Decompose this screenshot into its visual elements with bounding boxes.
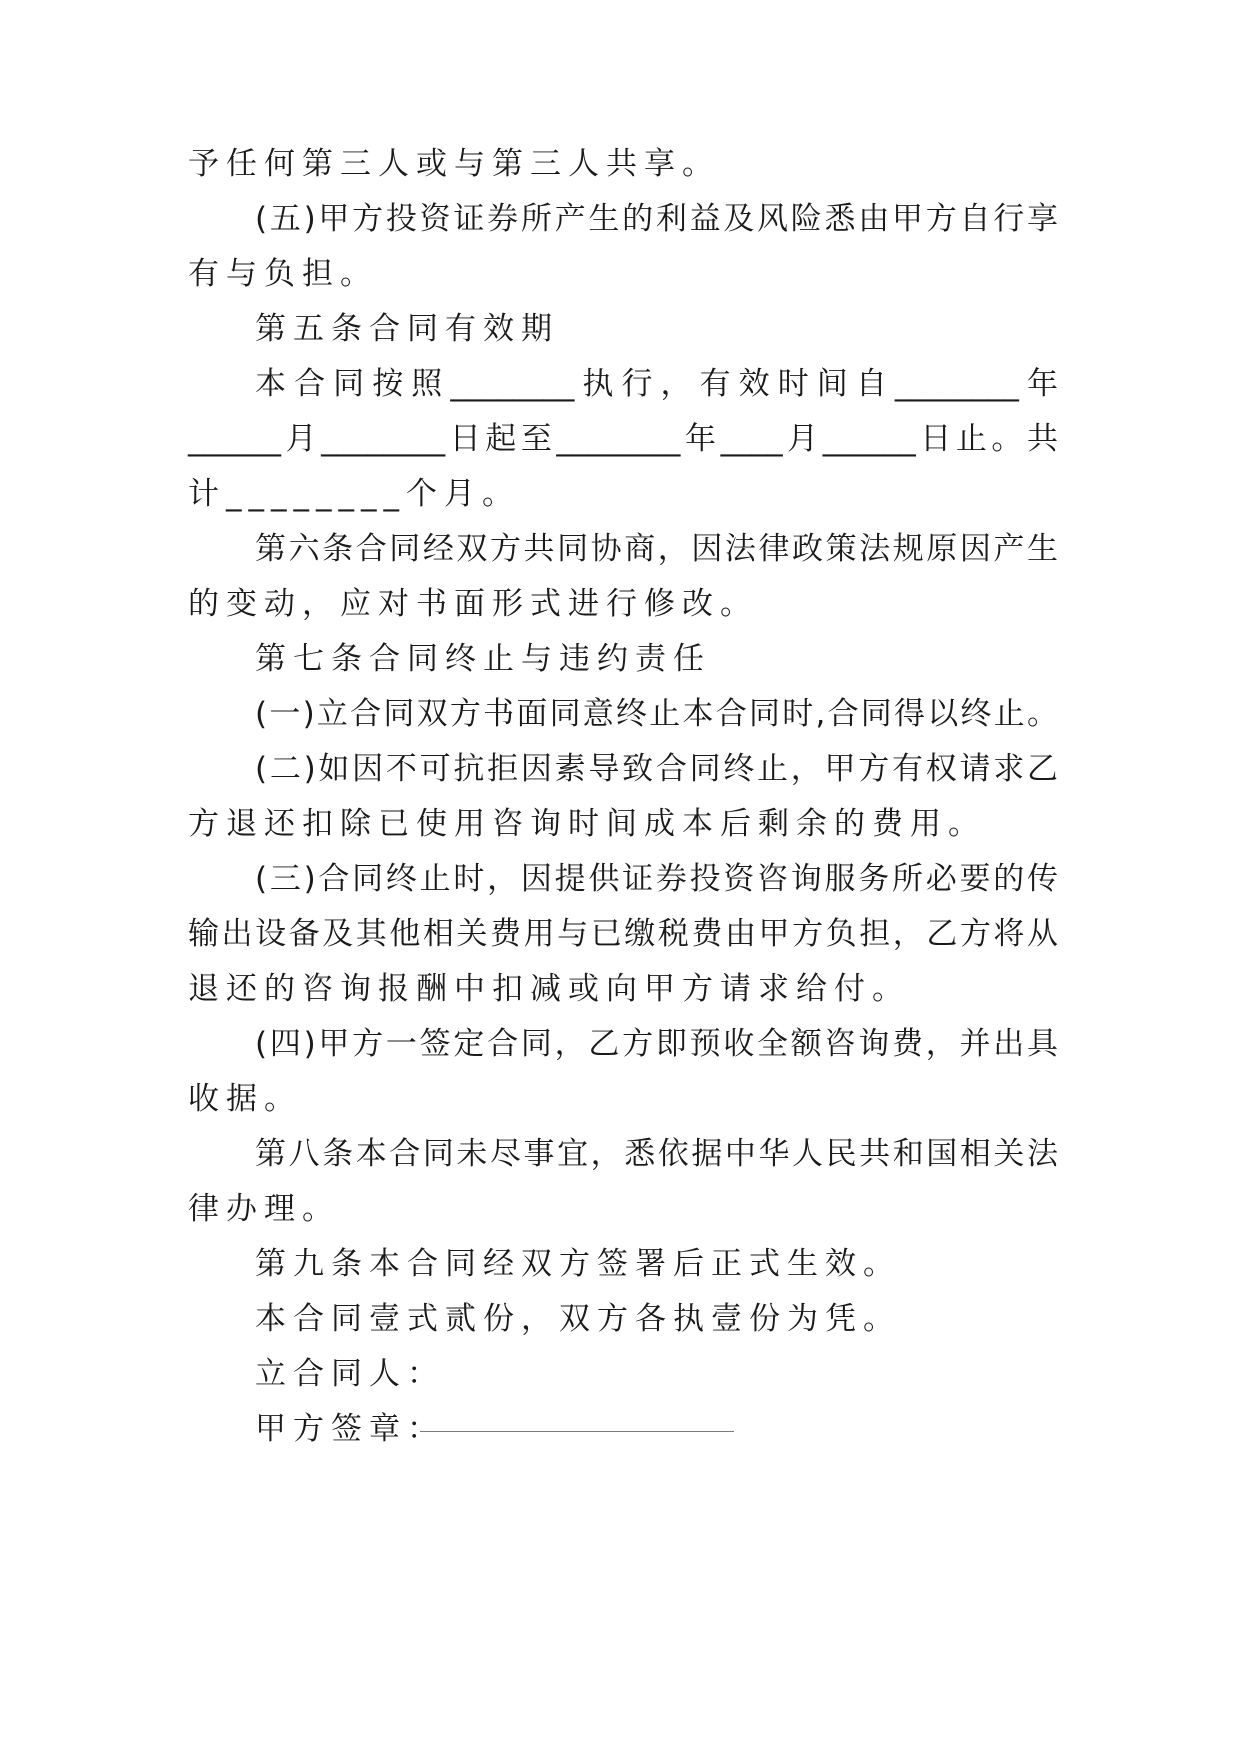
- signatory-label: 立合同人：: [255, 1356, 445, 1392]
- text-line: 输出设备及其他相关费用与已缴税费由甲方负担，乙方将从: [188, 916, 1058, 952]
- text-line: 予任何第三人或与第三人共享。: [188, 146, 720, 182]
- party-a-signature-label: 甲方签章：: [255, 1411, 445, 1447]
- text-line: 有与负担。: [188, 256, 378, 292]
- text-line: 收据。: [188, 1081, 302, 1117]
- section-heading: 第五条合同有效期: [255, 311, 559, 347]
- text-line: 本合同按照________执行，有效时间自________年: [255, 366, 1058, 402]
- clause-line: (三)合同终止时，因提供证券投资咨询服务所必要的传: [255, 861, 1058, 897]
- text-line: 的变动，应对书面形式进行修改。: [188, 586, 758, 622]
- section-heading: 第八条本合同未尽事宜，悉依据中华人民共和国相关法: [255, 1136, 1058, 1172]
- clause-line: (二)如因不可抗拒因素导致合同终止，甲方有权请求乙: [255, 751, 1058, 787]
- section-heading: 第六条合同经双方共同协商，因法律政策法规原因产生: [255, 531, 1058, 567]
- text-line: ______月________日起至________年____月______日止。共: [188, 421, 1058, 457]
- section-heading: 第九条本合同经双方签署后正式生效。: [255, 1246, 901, 1282]
- text-line: 退还的咨询报酬中扣减或向甲方请求给付。: [188, 971, 910, 1007]
- text-line: 方退还扣除已使用咨询时间成本后剩余的费用。: [188, 806, 986, 842]
- text-line: 律办理。: [188, 1191, 340, 1227]
- section-heading: 第七条合同终止与违约责任: [255, 641, 711, 677]
- text-line: 计________个月。: [188, 476, 520, 512]
- signature-line: [420, 1431, 734, 1432]
- clause-line: (四)甲方一签定合同，乙方即预收全额咨询费，并出具: [255, 1026, 1058, 1062]
- text-line: 本合同壹式贰份，双方各执壹份为凭。: [255, 1301, 901, 1337]
- clause-line: (一)立合同双方书面同意终止本合同时,合同得以终止。: [255, 696, 1058, 732]
- clause-line: (五)甲方投资证券所产生的利益及风险悉由甲方自行享: [255, 201, 1058, 237]
